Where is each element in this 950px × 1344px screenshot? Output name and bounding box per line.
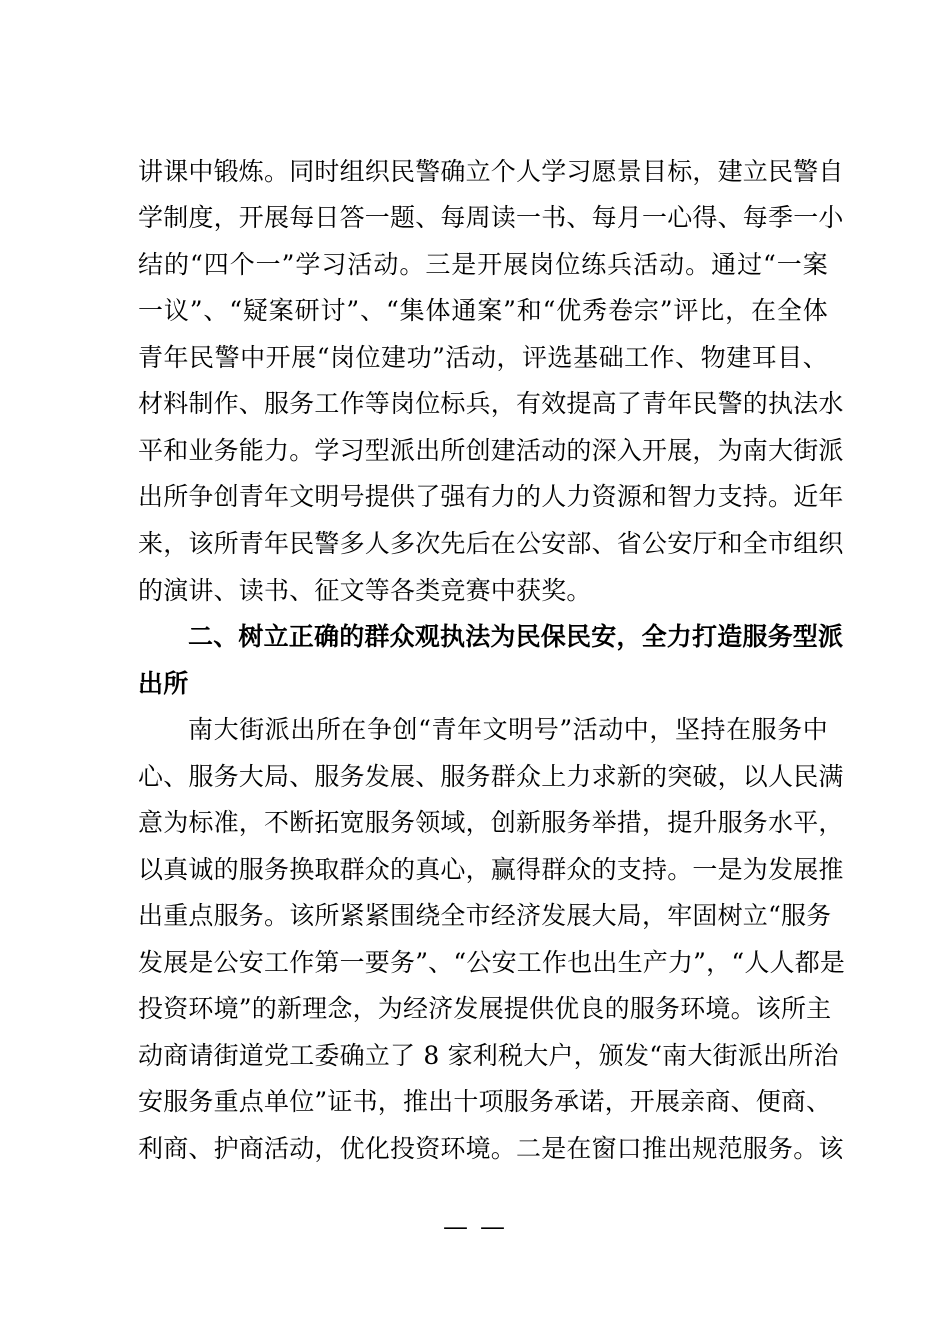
body-text-line: 以真诚的服务换取群众的真心，赢得群众的支持。一是为发展推	[138, 855, 844, 884]
body-text-line: 平和业务能力。学习型派出所创建活动的深入开展，为南大街派	[138, 436, 844, 465]
body-text-line: 安服务重点单位”证书，推出十项服务承诺，开展亲商、便商、	[138, 1087, 832, 1116]
body-text-line: 意为标准，不断拓宽服务领域，创新服务举措，提升服务水平，	[138, 808, 844, 837]
body-text-line: 材料制作、服务工作等岗位标兵，有效提高了青年民警的执法水	[138, 389, 844, 418]
section-heading-continued: 出所	[138, 669, 189, 698]
body-text-line: 学制度，开展每日答一题、每周读一书、每月一心得、每季一小	[138, 203, 844, 232]
page-number-footer: — —	[443, 1212, 507, 1241]
paragraph-first-line: 南大街派出所在争创“青年文明号”活动中，坚持在服务中	[188, 715, 828, 744]
body-text-line: 投资环境”的新理念，为经济发展提供优良的服务环境。该所主	[138, 994, 832, 1023]
body-text-line: 发展是公安工作第一要务”、“公安工作也出生产力”，“人人都是	[138, 948, 846, 977]
body-text-line: 出重点服务。该所紧紧围绕全市经济发展大局，牢固树立“服务	[138, 901, 832, 930]
section-heading: 二、树立正确的群众观执法为民保民安，全力打造服务型派	[188, 622, 844, 651]
body-text-line: 动商请街道党工委确立了 8 家利税大户，颁发“南大街派出所治	[138, 1041, 839, 1070]
body-text-line: 结的“四个一”学习活动。三是开展岗位练兵活动。通过“一案	[138, 250, 828, 279]
body-text-line: 心、服务大局、服务发展、服务群众上力求新的突破，以人民满	[138, 762, 844, 791]
body-text-line: 来，该所青年民警多人多次先后在公安部、省公安厅和全市组织	[138, 529, 844, 558]
body-text-line: 讲课中锻炼。同时组织民警确立个人学习愿景目标，建立民警自	[138, 157, 844, 186]
body-text-line: 的演讲、读书、征文等各类竞赛中获奖。	[138, 576, 592, 605]
body-text-line: 利商、护商活动，优化投资环境。二是在窗口推出规范服务。该	[138, 1134, 844, 1163]
body-text-line: 出所争创青年文明号提供了强有力的人力资源和智力支持。近年	[138, 482, 844, 511]
body-text-line: 青年民警中开展“岗位建功”活动，评选基础工作、物建耳目、	[138, 343, 828, 372]
body-text-line: 一议”、“疑案研讨”、“集体通案”和“优秀卷宗”评比，在全体	[138, 296, 828, 325]
